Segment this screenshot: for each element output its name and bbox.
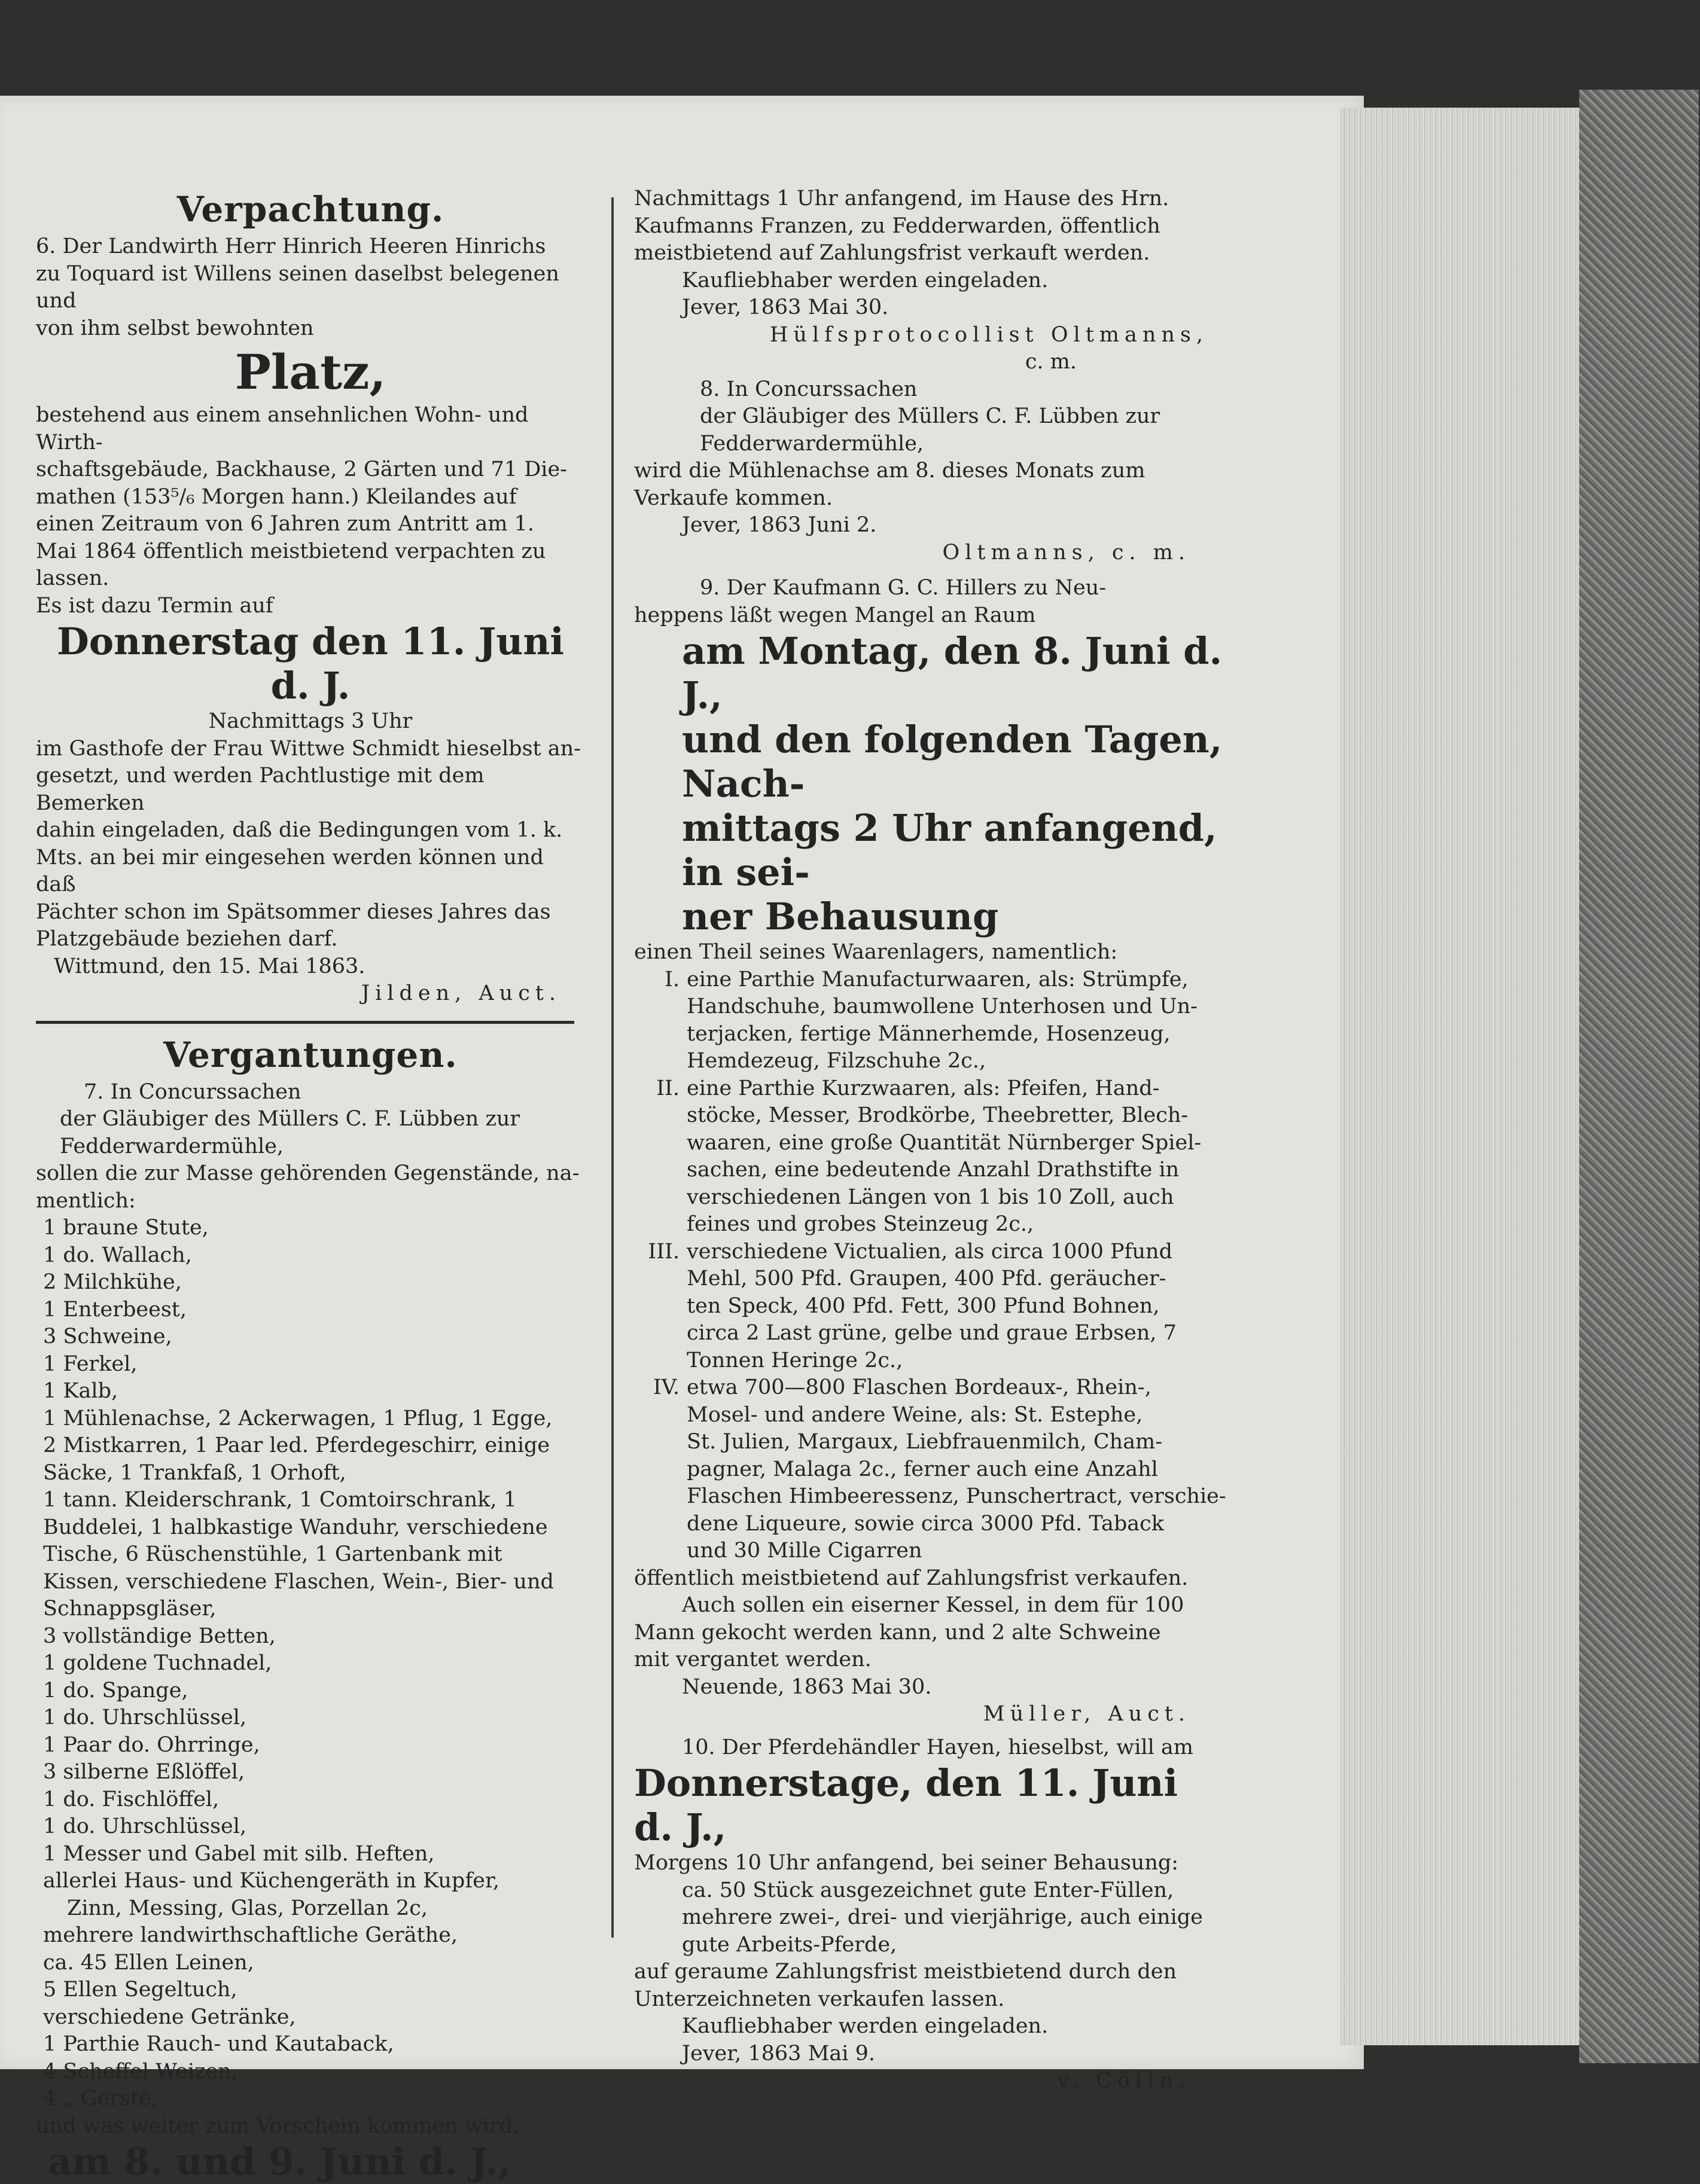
text-line: Tonnen Heringe 2c.,	[687, 1347, 1226, 1375]
list-item: Schnappsgläser,	[43, 1596, 585, 1623]
text-line: einen Theil seines Waarenlagers, namentlich:	[634, 939, 1226, 966]
list-item: 1 Mühlenachse, 2 Ackerwagen, 1 Pflug, 1 Egge,	[43, 1405, 585, 1433]
roman-list	[634, 966, 1226, 1565]
text-line: Jever, 1863 Mai 30.	[634, 294, 1226, 322]
text-line: mehrere zwei-, drei- und vierjährige, auch einige	[634, 1904, 1226, 1932]
text-line: Mai 1864 öffentlich meistbietend verpachten zu lassen.	[36, 538, 585, 593]
text-line: ten Speck, 400 Pfd. Fett, 300 Pfund Bohnen,	[687, 1293, 1226, 1320]
list-item: mehrere landwirthschaftliche Geräthe,	[43, 1922, 585, 1950]
list-item: 2 Mistkarren, 1 Paar led. Pferdegeschirr, einige	[43, 1432, 585, 1460]
list-item: 1 do. Uhrschlüssel,	[43, 1813, 585, 1841]
text-line: Morgens 10 Uhr anfangend, bei seiner Behausung:	[634, 1850, 1226, 1877]
signature: Jilden, Auct.	[36, 980, 585, 1008]
text-line: waaren, eine große Quantität Nürnberger Spiel-	[687, 1130, 1226, 1157]
signature: Hülfsprotocollist Oltmanns,	[634, 322, 1226, 349]
vergantungen-heading: Vergantungen.	[36, 1031, 585, 1079]
text-line: verschiedene Victualien, als circa 1000 Pfund	[687, 1239, 1226, 1266]
list-item: 1 goldene Tuchnadel,	[43, 1650, 585, 1677]
platz-word: Platz,	[36, 342, 585, 402]
auction-headline: und den folgenden Tagen, Nach-	[634, 718, 1226, 806]
text-line: Platzgebäude beziehen darf.	[36, 926, 585, 953]
text-line: bestehend aus einem ansehnlichen Wohn- und Wirth-	[36, 402, 585, 456]
text-line: Kaufliebhaber werden eingeladen.	[634, 267, 1226, 295]
text-line: 7. In Concurssachen	[36, 1079, 585, 1106]
text-line: dene Liqueure, sowie circa 3000 Pfd. Taback	[687, 1511, 1226, 1538]
text-line: einen Zeitraum von 6 Jahren zum Antritt am 1.	[36, 511, 585, 538]
text-line: feines und grobes Steinzeug 2c.,	[687, 1211, 1226, 1239]
list-item: 1 braune Stute,	[43, 1215, 585, 1242]
item-number: III.	[634, 1239, 687, 1375]
text-line: auf geraume Zahlungsfrist meistbietend durch den	[634, 1959, 1226, 1986]
text-line: Mts. an bei mir eingesehen werden können und daß	[36, 844, 585, 899]
text-line: mentlich:	[36, 1188, 585, 1215]
text-line: Mann gekocht werden kann, und 2 alte Schweine	[634, 1619, 1226, 1647]
items-list	[36, 1215, 585, 2113]
item-number: IV.	[634, 1374, 687, 1565]
list-item: Buddelei, 1 halbkastige Wanduhr, verschiedene	[43, 1514, 585, 1542]
text-line: der Gläubiger des Müllers C. F. Lübben zur	[634, 403, 1226, 431]
text-line: dahin eingeladen, daß die Bedingungen vom 1. k.	[36, 817, 585, 844]
termin-date-line: Donnerstag den 11. Juni d. J.	[36, 620, 585, 708]
list-item: allerlei Haus- und Küchengeräth in Kupfer,	[43, 1868, 585, 1895]
right-column	[634, 185, 1226, 2095]
list-item: 1 do. Fischlöffel,	[43, 1786, 585, 1814]
list-item	[634, 966, 1226, 1075]
text-line: eine Parthie Manufacturwaaren, als: Strümpfe,	[687, 966, 1226, 994]
signature: v. Cölln.	[634, 2067, 1226, 2095]
list-item: Kissen, verschiedene Flaschen, Wein-, Bier- und	[43, 1569, 585, 1596]
text-line: sachen, eine bedeutende Anzahl Drathstifte in	[687, 1157, 1226, 1184]
auction-headline: mittags 2 Uhr anfangend, in sei-	[634, 806, 1226, 895]
list-item: Säcke, 1 Trankfaß, 1 Orhoft,	[43, 1460, 585, 1487]
list-item: 1 do. Spange,	[43, 1677, 585, 1705]
text-line: wird die Mühlenachse am 8. dieses Monats zum	[634, 457, 1226, 485]
text-line: öffentlich meistbietend auf Zahlungsfrist verkaufen.	[634, 1565, 1226, 1593]
list-item: 2 Milchkühe,	[43, 1269, 585, 1297]
text-line: Unterzeichneten verkaufen lassen.	[634, 1986, 1226, 2014]
text-line: meistbietend auf Zahlungsfrist verkauft werden.	[634, 240, 1226, 267]
list-item	[634, 1239, 1226, 1375]
text-line: Mehl, 500 Pfd. Graupen, 400 Pfd. geräucher-	[687, 1265, 1226, 1293]
auction-date-line: am 8. und 9. Juni d. J.,	[36, 2140, 585, 2184]
list-item: 4 Scheffel Weizen,	[43, 2058, 585, 2086]
list-item: 1 Messer und Gabel mit silb. Heften,	[43, 1841, 585, 1868]
text-line: im Gasthofe der Frau Wittwe Schmidt hieselbst an-	[36, 736, 585, 763]
list-item: 1 do. Wallach,	[43, 1242, 585, 1270]
text-line: zu Toquard ist Willens seinen daselbst belegenen und	[36, 261, 585, 315]
text-line: heppens läßt wegen Mangel an Raum	[634, 602, 1226, 630]
text-line: und was weiter zum Vorschein kommen wird,	[36, 2113, 585, 2140]
text-line: etwa 700—800 Flaschen Bordeaux-, Rhein-,	[687, 1374, 1226, 1402]
text-line: Nachmittags 1 Uhr anfangend, im Hause des Hrn.	[634, 185, 1226, 213]
signature: c. m.	[634, 349, 1226, 376]
auction-headline: Donnerstage, den 11. Juni d. J.,	[634, 1761, 1226, 1850]
text-line: Mosel- und andere Weine, als: St. Estephe,	[687, 1402, 1226, 1429]
list-item: verschiedene Getränke,	[43, 2004, 585, 2032]
auction-headline: am Montag, den 8. Juni d. J.,	[634, 629, 1226, 718]
text-line: gesetzt, und werden Pachtlustige mit dem Bemerken	[36, 762, 585, 817]
list-item: 5 Ellen Segeltuch,	[43, 1976, 585, 2004]
text-line: Kaufliebhaber werden eingeladen.	[634, 2013, 1226, 2040]
book-cover	[1579, 90, 1699, 2063]
section-divider	[36, 1021, 574, 1024]
text-line: St. Julien, Margaux, Liebfrauenmilch, Cham-	[687, 1429, 1226, 1456]
text-line: Jever, 1863 Mai 9.	[634, 2040, 1226, 2068]
list-item: 1 Kalb,	[43, 1378, 585, 1405]
item-number: I.	[634, 966, 687, 1075]
item-number: II.	[634, 1075, 687, 1239]
left-column	[36, 185, 585, 2184]
list-item: 3 silberne Eßlöffel,	[43, 1759, 585, 1786]
text-line: 8. In Concurssachen	[634, 376, 1226, 404]
text-line: pagner, Malaga 2c., ferner auch eine Anzahl	[687, 1456, 1226, 1484]
list-item: 1 do. Uhrschlüssel,	[43, 1704, 585, 1732]
text-line: sollen die zur Masse gehörenden Gegenstände, na-	[36, 1160, 585, 1188]
text-line: von ihm selbst bewohnten	[36, 315, 585, 343]
list-item	[634, 1075, 1226, 1239]
list-item: 1 tann. Kleiderschrank, 1 Comtoirschrank, 1	[43, 1487, 585, 1514]
text-line: circa 2 Last grüne, gelbe und graue Erbsen, 7	[687, 1320, 1226, 1347]
text-line: mathen (153⁵/₆ Morgen hann.) Kleilandes auf	[36, 484, 585, 511]
list-item	[634, 1374, 1226, 1565]
signature: Oltmanns, c. m.	[634, 539, 1226, 567]
column-divider	[611, 197, 614, 1938]
text-line: Es ist dazu Termin auf	[36, 593, 585, 620]
list-item: Tische, 6 Rüschenstühle, 1 Gartenbank mit	[43, 1541, 585, 1569]
signature: Müller, Auct.	[634, 1701, 1226, 1728]
text-line: Fedderwardermühle,	[36, 1133, 585, 1161]
list-item: 3 Schweine,	[43, 1323, 585, 1351]
text-line: verschiedenen Längen von 1 bis 10 Zoll, auch	[687, 1184, 1226, 1212]
text-line: und 30 Mille Cigarren	[687, 1538, 1226, 1565]
page-edges	[1340, 108, 1615, 2045]
verpachtung-section	[36, 185, 585, 1008]
text-line: terjacken, fertige Männerhemde, Hosenzeug,	[687, 1021, 1226, 1048]
text-line: 6. Der Landwirth Herr Hinrich Heeren Hinrichs	[36, 233, 585, 261]
text-line: Neuende, 1863 Mai 30.	[634, 1674, 1226, 1701]
text-line: gute Arbeits-Pferde,	[634, 1932, 1226, 1959]
text-line: ca. 50 Stück ausgezeichnet gute Enter-Füllen,	[634, 1877, 1226, 1905]
text-line: Jever, 1863 Juni 2.	[634, 512, 1226, 539]
text-line: der Gläubiger des Müllers C. F. Lübben zur	[36, 1106, 585, 1133]
text-line: Auch sollen ein eiserner Kessel, in dem für 100	[634, 1592, 1226, 1619]
list-item: 1 Paar do. Ohrringe,	[43, 1732, 585, 1759]
text-line: mit vergantet werden.	[634, 1646, 1226, 1674]
text-line: eine Parthie Kurzwaaren, als: Pfeifen, Hand-	[687, 1075, 1226, 1103]
list-item: Zinn, Messing, Glas, Porzellan 2c,	[43, 1895, 585, 1923]
text-line: stöcke, Messer, Brodkörbe, Theebretter, Blech-	[687, 1102, 1226, 1130]
auction-headline: ner Behausung	[634, 895, 1226, 939]
text-line: 10. Der Pferdehändler Hayen, hieselbst, will am	[634, 1734, 1226, 1762]
text-line: Kaufmanns Franzen, zu Fedderwarden, öffentlich	[634, 213, 1226, 240]
text-line: Flaschen Himbeeressenz, Punschertract, verschie-	[687, 1483, 1226, 1511]
list-item: 1 Ferkel,	[43, 1351, 585, 1378]
list-item: 3 vollständige Betten,	[43, 1623, 585, 1651]
place-date: Wittmund, den 15. Mai 1863.	[36, 953, 585, 981]
verpachtung-heading: Verpachtung.	[36, 185, 585, 233]
text-line: Hemdezeug, Filzschuhe 2c.,	[687, 1048, 1226, 1075]
list-item: 4 „ Gerste,	[43, 2085, 585, 2113]
text-line: Pächter schon im Spätsommer dieses Jahres das	[36, 899, 585, 926]
list-item: 1 Parthie Rauch- und Kautaback,	[43, 2031, 585, 2058]
text-line: Fedderwardermühle,	[634, 431, 1226, 458]
termin-time-line: Nachmittags 3 Uhr	[36, 708, 585, 736]
text-line: Handschuhe, baumwollene Unterhosen und Un-	[687, 993, 1226, 1021]
text-line: Verkaufe kommen.	[634, 485, 1226, 513]
text-line: 9. Der Kaufmann G. C. Hillers zu Neu-	[634, 575, 1226, 602]
text-line: schaftsgebäude, Backhause, 2 Gärten und 71 Die-	[36, 456, 585, 484]
list-item: ca. 45 Ellen Leinen,	[43, 1950, 585, 1977]
vergantungen-section	[36, 1031, 585, 2184]
list-item: 1 Enterbeest,	[43, 1297, 585, 1324]
